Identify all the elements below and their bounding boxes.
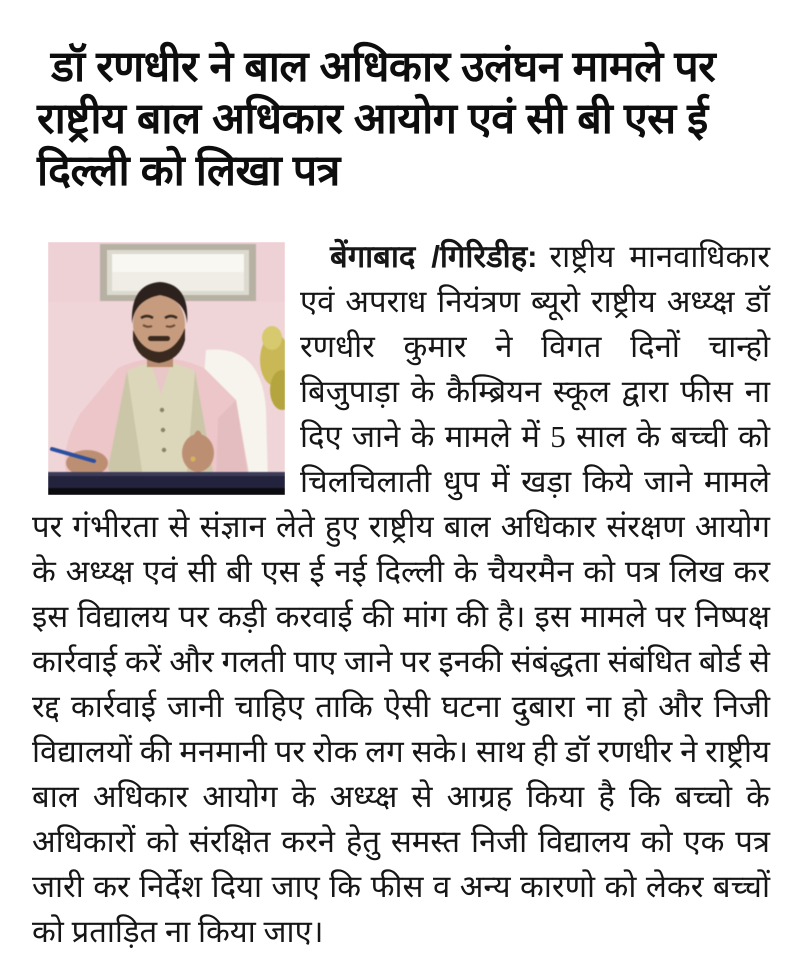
desk <box>48 472 285 495</box>
newspaper-clipping <box>0 29 788 949</box>
head <box>132 282 187 363</box>
headline-line-1: डॉ रणधीर ने बाल अधिकार उलंघन मामले पर <box>51 42 716 91</box>
dateline: बेंगाबाद /गिरिडीह: <box>330 238 538 274</box>
photo-illustration <box>48 242 285 495</box>
article-text: राष्ट्रीय मानवाधिकार एवं अपराध नियंत्रण ब्यूरो राष्ट्रीय अध्य्क्ष डॉ रणधीर कुमार ने विगत दिनों चान्हो बिजुपाड़ा के कैम्ब्रियन स्कूल द्वारा फीस ना दिए जाने के मामले में 5 साल के बच्ची को चिलचिलाती धुप में खड़ा किये जाने मामले पर गंभीरता से संज्ञान लेते हुए राष्ट्रीय बाल अधिकार संरक्षण आयोग के अध्य्क्ष एवं सी बी एस ई नई दिल्ली के चैयरमैन को पत्र लिख कर इस विद्यालय पर कड़ी करवाई की मांग की है। इस मामले पर निष्पक्ष कार्रवाई करें और गलती पाए जाने पर इनकी संबंद्धता संबंधित बोर्ड से रद्द कार्रवाई जानी चाहिए ताकि ऐसी घटना दुबारा ना हो और निजी विद्यालयों की मनमानी पर रोक लग सके। साथ ही डॉ रणधीर ने राष्ट्रीय बाल अधिकार आयोग के अध्य्क्ष से आग्रह किया है कि बच्चो के अधिकारों को संरक्षित करने हेतु समस्त निजी विद्यालय को एक पत्र जारी कर निर्देश दिया जाए कि फीस व अन्य कारणो को लेकर बच्चों को प्रताड़ित ना किया जाए। <box>32 238 770 949</box>
headline <box>0 29 788 197</box>
headline-line-2: राष्ट्रीय बाल अधिकार आयोग एवं सी बी एस ई <box>37 94 708 143</box>
article-body <box>0 226 788 954</box>
headline-line-3: दिल्ली को लिखा पत्र <box>37 146 340 195</box>
man-writing-at-desk-photo <box>48 242 285 495</box>
